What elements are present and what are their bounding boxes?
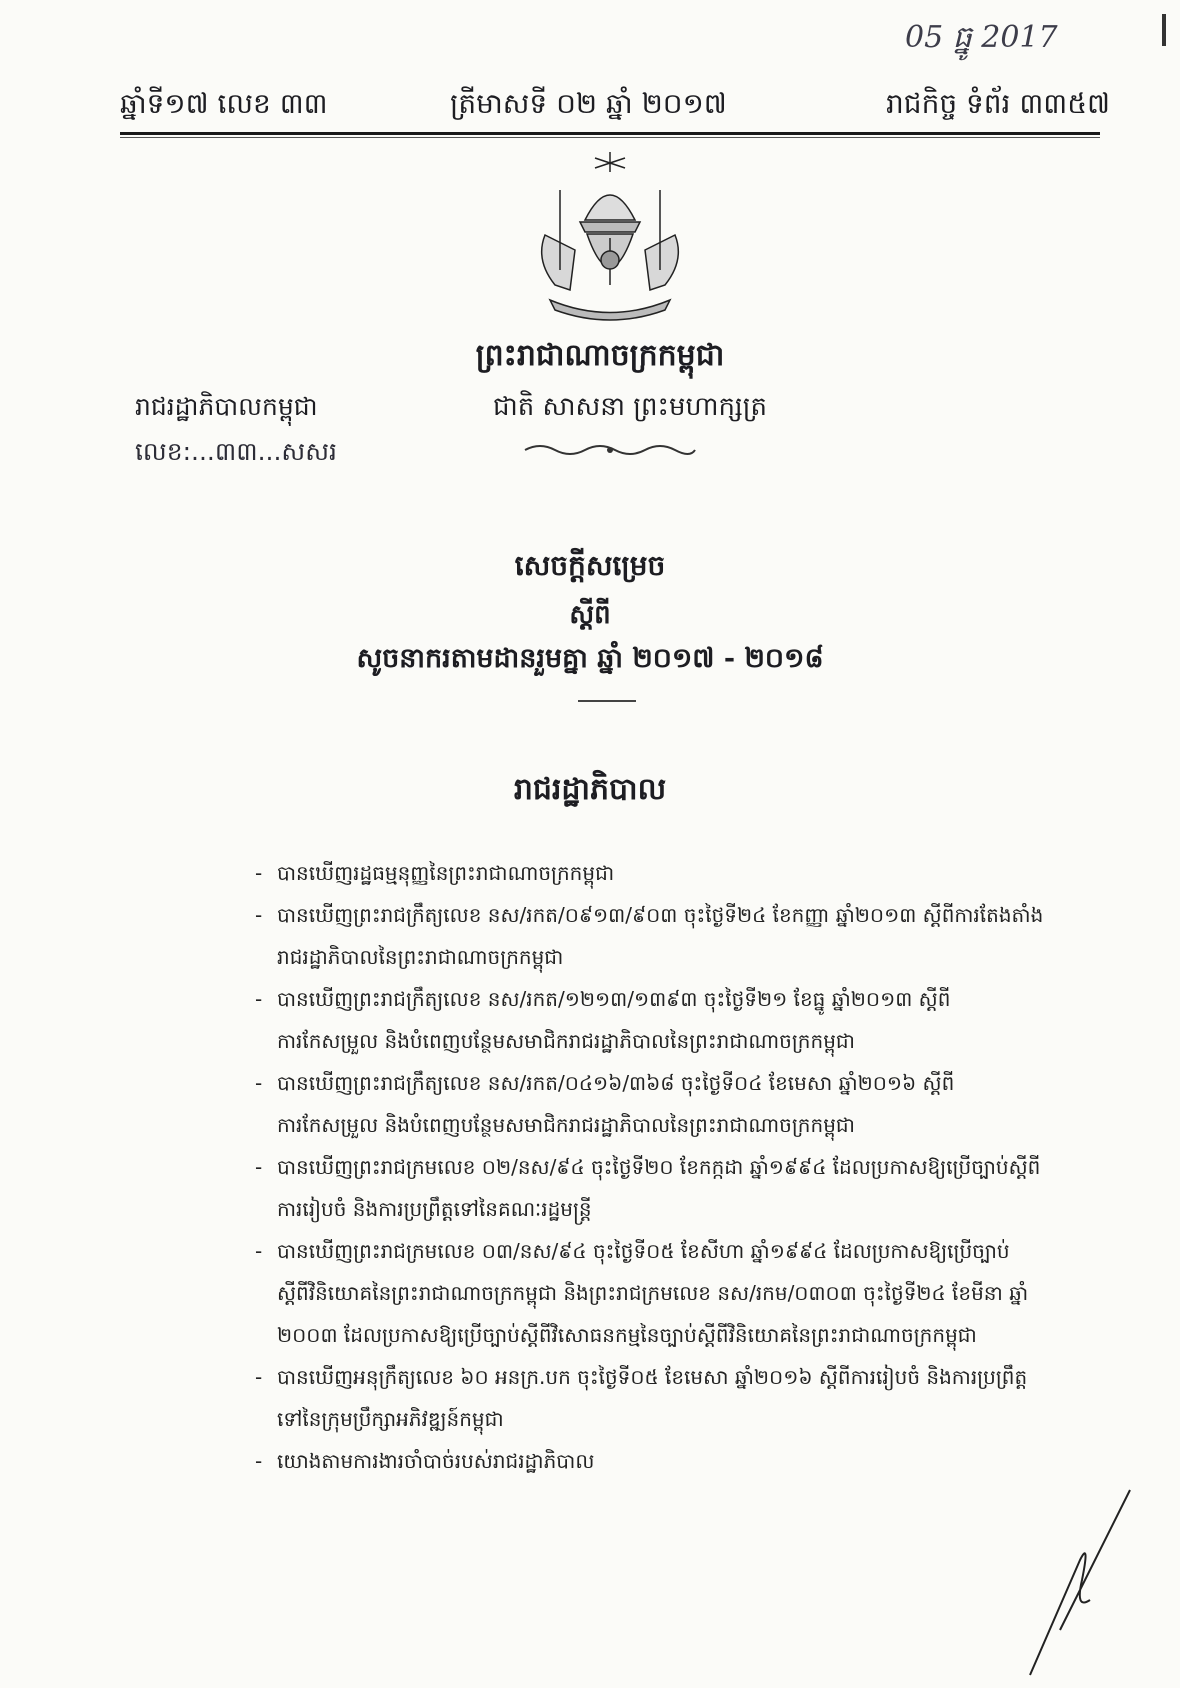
gazette-quarter: ត្រីមាសទី ០២ ឆ្នាំ ២០១៧ <box>450 87 727 120</box>
document-topic: សូចនាករតាមដានរួមគ្នា ឆ្នាំ ២០១៧ - ២០១៨ <box>356 643 824 674</box>
signature-mark <box>1020 1480 1140 1680</box>
consideration-item: - បានឃើញព្រះរាជក្រឹត្យលេខ នស/រកត/០៩១៣/៩០៣ ចុះថ្ងៃទី២៤ ខែកញ្ញា ឆ្នាំ២០១៣ ស្តីពីការតែងតាំងរាជរដ្ឋាភិបាលនៃព្រះរាជាណាចក្រកម្ពុជា <box>255 903 1044 969</box>
handwritten-date: 05 ធ្នូ 2017 <box>905 20 1058 55</box>
consideration-item: - បានឃើញព្រះរាជក្រមលេខ ០៣/នស/៩៤ ចុះថ្ងៃទី០៥ ខែសីហា ឆ្នាំ១៩៩៤ ដែលប្រកាសឱ្យប្រើច្បាប់ស្តីពីវិនិយោគនៃព្រះរាជាណាចក្រកម្ពុជា និងព្រះរាជក្រមលេខ នស/រកម/០៣០៣ ចុះថ្ងៃទី២៤ ខែមីនា ឆ្នាំ ២០០៣ ដែលប្រកាសឱ្យប្រើច្បាប់ស្តីពីវិសោធនកម្មនៃច្បាប់ស្តីពីវិនិយោគនៃព្រះរាជាណាចក្រកម្ពុជា <box>255 1239 1029 1347</box>
gazette-page: រាជកិច្ច ទំព័រ ៣៣៥៧ <box>886 87 1110 120</box>
document-type: សេចក្តីសម្រេច <box>514 549 666 582</box>
reference-number: លេខ:...៣៣...សសរ <box>135 437 337 466</box>
consideration-item: - បានឃើញព្រះរាជក្រមលេខ ០២/នស/៩៤ ចុះថ្ងៃទី២០ ខែកក្កដា ឆ្នាំ១៩៩៤ ដែលប្រកាសឱ្យប្រើច្បាប់ស្តីពីការរៀបចំ និងការប្រព្រឹត្តទៅនៃគណៈរដ្ឋមន្ត្រី <box>255 1155 1041 1221</box>
national-motto: ជាតិ សាសនា ព្រះមហាក្សត្រ <box>493 392 767 422</box>
consideration-item: - បានឃើញព្រះរាជក្រឹត្យលេខ នស/រកត/១២១៣/១៣៩៣ ចុះថ្ងៃទី២១ ខែធ្នូ ឆ្នាំ២០១៣ ស្តីពីការកែសម្រួល និងបំពេញបន្ថែមសមាជិករាជរដ្ឋាភិបាលនៃព្រះរាជាណាចក្រកម្ពុជា <box>255 987 951 1053</box>
issuing-government: រាជរដ្ឋាភិបាលកម្ពុជា <box>135 392 318 421</box>
edge-mark <box>1162 14 1166 46</box>
kingdom-title: ព្រះរាជាណាចក្រកម្ពុជា <box>475 338 725 373</box>
issuer-heading: រាជរដ្ឋាភិបាល <box>513 772 667 807</box>
header-rule-thin <box>120 137 1100 138</box>
considerations-list <box>255 852 1045 1482</box>
gazette-header <box>120 82 1110 132</box>
ornament-divider <box>520 440 700 460</box>
consideration-item: - យោងតាមការងារចាំបាច់របស់រាជរដ្ឋាភិបាល <box>255 1449 595 1473</box>
consideration-item: - បានឃើញអនុក្រឹត្យលេខ ៦០ អនក្រ.បក ចុះថ្ងៃទី០៥ ខែមេសា ឆ្នាំ២០១៦ ស្តីពីការរៀបចំ និងការប្រព្រឹត្តទៅនៃក្រុមប្រឹក្សាអភិវឌ្ឍន៍កម្ពុជា <box>255 1365 1028 1431</box>
gazette-year-number: ឆ្នាំទី១៧ លេខ ៣៣ <box>120 87 328 120</box>
title-divider <box>578 700 636 702</box>
consideration-item: - បានឃើញរដ្ឋធម្មនុញ្ញនៃព្រះរាជាណាចក្រកម្ពុជា <box>255 861 615 885</box>
subject-label: ស្តីពី <box>569 600 611 630</box>
royal-coat-of-arms-icon <box>525 150 695 325</box>
header-rule <box>120 132 1100 135</box>
consideration-item: - បានឃើញព្រះរាជក្រឹត្យលេខ នស/រកត/០៤១៦/៣៦៨ ចុះថ្ងៃទី០៤ ខែមេសា ឆ្នាំ២០១៦ ស្តីពីការកែសម្រួល និងបំពេញបន្ថែមសមាជិករាជរដ្ឋាភិបាលនៃព្រះរាជាណាចក្រកម្ពុជា <box>255 1071 955 1137</box>
